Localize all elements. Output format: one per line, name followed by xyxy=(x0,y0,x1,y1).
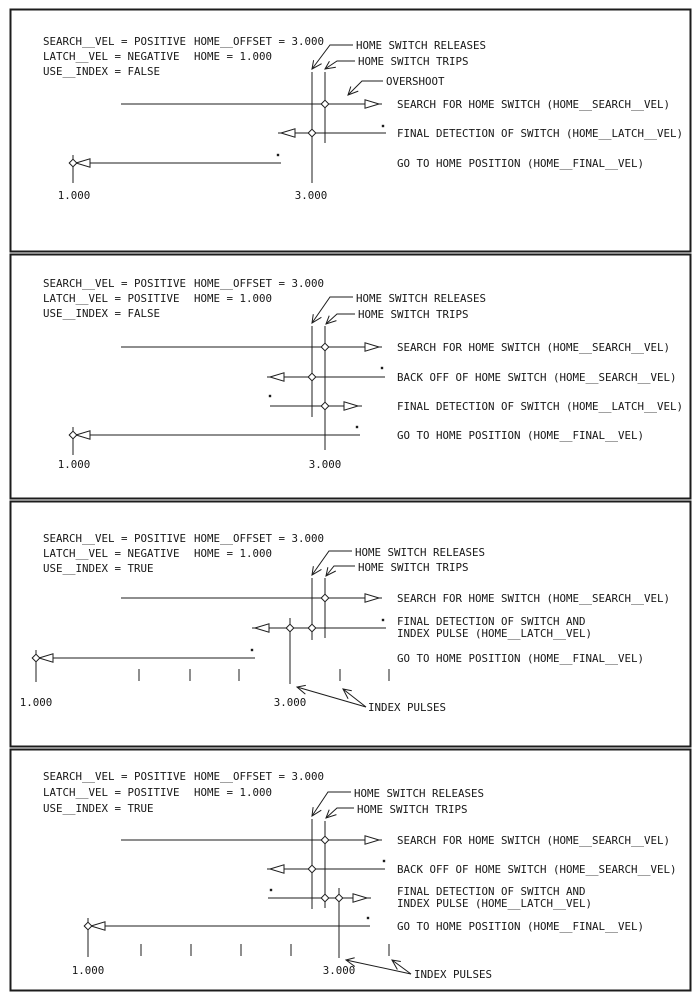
leader-trips xyxy=(326,808,354,818)
release-point-diamond xyxy=(308,129,316,137)
axis-label-home-offset: 3.000 xyxy=(308,458,342,471)
direction-arrow-left xyxy=(91,922,105,930)
step-label-search: SEARCH FOR HOME SWITCH (HOME__SEARCH__VEL) xyxy=(397,341,671,354)
direction-arrow-right xyxy=(365,594,379,602)
callout-home-switch-trips: HOME SWITCH TRIPS xyxy=(357,803,468,816)
direction-arrow-left xyxy=(255,624,269,632)
step-label-search: SEARCH FOR HOME SWITCH (HOME__SEARCH__VEL) xyxy=(397,592,671,605)
start-dot xyxy=(269,395,271,397)
axis-label-home-position: 1.000 xyxy=(57,189,91,202)
panel-1 xyxy=(11,10,691,252)
param-search-vel: SEARCH__VEL = POSITIVE xyxy=(43,532,187,545)
index-point-diamond xyxy=(335,894,343,902)
start-dot xyxy=(382,619,384,621)
param-home-offset: HOME__OFFSET = 3.000 xyxy=(194,277,325,290)
callout-home-switch-releases: HOME SWITCH RELEASES xyxy=(355,546,486,559)
start-dot xyxy=(367,917,369,919)
callout-home-switch-trips: HOME SWITCH TRIPS xyxy=(358,55,469,68)
leader-trips xyxy=(326,566,355,576)
home-point-diamond xyxy=(69,159,77,167)
start-dot xyxy=(383,860,385,862)
callout-home-switch-releases: HOME SWITCH RELEASES xyxy=(354,787,485,800)
param-home: HOME = 1.000 xyxy=(194,786,273,799)
param-latch-vel: LATCH__VEL = NEGATIVE xyxy=(43,50,180,63)
leader-overshoot xyxy=(348,81,383,95)
index-pulses-label: INDEX PULSES xyxy=(414,968,493,981)
param-use-index: USE__INDEX = FALSE xyxy=(43,307,161,320)
panel-3 xyxy=(11,502,691,747)
step-label-final-detection: FINAL DETECTION OF SWITCH AND xyxy=(397,615,586,628)
param-home-offset: HOME__OFFSET = 3.000 xyxy=(194,770,325,783)
start-dot xyxy=(277,154,279,156)
trip-point-diamond xyxy=(321,894,329,902)
param-home: HOME = 1.000 xyxy=(194,547,273,560)
step-label-final-detection-line2: INDEX PULSE (HOME__LATCH__VEL) xyxy=(397,627,593,640)
param-home: HOME = 1.000 xyxy=(194,292,273,305)
axis-label-home-offset: 3.000 xyxy=(294,189,328,202)
index-pulses-label: INDEX PULSES xyxy=(368,701,447,714)
step-label-go-home: GO TO HOME POSITION (HOME__FINAL__VEL) xyxy=(397,157,645,170)
direction-arrow-right xyxy=(353,894,367,902)
index-pulse-ticks xyxy=(139,669,389,681)
param-latch-vel: LATCH__VEL = NEGATIVE xyxy=(43,547,180,560)
leader-trips xyxy=(326,314,355,324)
param-use-index: USE__INDEX = TRUE xyxy=(43,562,154,575)
direction-arrow-right xyxy=(344,402,358,410)
release-point-diamond xyxy=(308,865,316,873)
home-point-diamond xyxy=(32,654,40,662)
step-label-go-home: GO TO HOME POSITION (HOME__FINAL__VEL) xyxy=(397,920,645,933)
leader-releases xyxy=(312,297,353,323)
axis-label-home-offset: 3.000 xyxy=(273,696,307,709)
param-use-index: USE__INDEX = FALSE xyxy=(43,65,161,78)
step-label-search: SEARCH FOR HOME SWITCH (HOME__SEARCH__VEL) xyxy=(397,834,671,847)
step-label-go-home: GO TO HOME POSITION (HOME__FINAL__VEL) xyxy=(397,429,645,442)
callout-home-switch-releases: HOME SWITCH RELEASES xyxy=(356,292,487,305)
step-label-final-detection: FINAL DETECTION OF SWITCH (HOME__LATCH__VEL) xyxy=(397,400,684,413)
leader-releases xyxy=(312,551,352,575)
home-point-diamond xyxy=(69,431,77,439)
direction-arrow-left xyxy=(281,129,295,137)
home-point-diamond xyxy=(84,922,92,930)
axis-label-home-position: 1.000 xyxy=(57,458,91,471)
index-pulses-arrow xyxy=(343,689,366,707)
trip-point-diamond xyxy=(321,836,329,844)
param-home: HOME = 1.000 xyxy=(194,50,273,63)
param-use-index: USE__INDEX = TRUE xyxy=(43,802,154,815)
param-home-offset: HOME__OFFSET = 3.000 xyxy=(194,35,325,48)
param-search-vel: SEARCH__VEL = POSITIVE xyxy=(43,35,187,48)
callout-home-switch-releases: HOME SWITCH RELEASES xyxy=(356,39,487,52)
param-latch-vel: LATCH__VEL = POSITIVE xyxy=(43,786,180,799)
leader-releases xyxy=(312,45,353,69)
panel-4 xyxy=(11,750,691,991)
leader-trips xyxy=(325,61,355,69)
step-label-final-detection: FINAL DETECTION OF SWITCH (HOME__LATCH__VEL) xyxy=(397,127,684,140)
direction-arrow-left xyxy=(76,159,90,167)
param-search-vel: SEARCH__VEL = POSITIVE xyxy=(43,770,187,783)
start-dot xyxy=(381,367,383,369)
callout-overshoot: OVERSHOOT xyxy=(386,75,445,88)
start-dot xyxy=(382,125,384,127)
direction-arrow-left xyxy=(270,373,284,381)
step-label-final-detection: FINAL DETECTION OF SWITCH AND xyxy=(397,885,586,898)
trip-point-diamond xyxy=(321,594,329,602)
param-home-offset: HOME__OFFSET = 3.000 xyxy=(194,532,325,545)
callout-home-switch-trips: HOME SWITCH TRIPS xyxy=(358,561,469,574)
trip-point-diamond xyxy=(321,100,329,108)
direction-arrow-left xyxy=(76,431,90,439)
step-label-search: SEARCH FOR HOME SWITCH (HOME__SEARCH__VEL) xyxy=(397,98,671,111)
start-dot xyxy=(251,649,253,651)
direction-arrow-left xyxy=(270,865,284,873)
index-pulses-arrow xyxy=(297,687,366,707)
trip-point-diamond xyxy=(321,402,329,410)
step-label-final-detection-line2: INDEX PULSE (HOME__LATCH__VEL) xyxy=(397,897,593,910)
step-label-back-off: BACK OFF OF HOME SWITCH (HOME__SEARCH__VEL) xyxy=(397,863,677,876)
param-search-vel: SEARCH__VEL = POSITIVE xyxy=(43,277,187,290)
direction-arrow-left xyxy=(39,654,53,662)
index-point-diamond xyxy=(286,624,294,632)
axis-label-home-offset: 3.000 xyxy=(322,964,356,977)
start-dot xyxy=(270,889,272,891)
panel-2 xyxy=(11,255,691,499)
release-point-diamond xyxy=(308,624,316,632)
trip-point-diamond xyxy=(321,343,329,351)
direction-arrow-right xyxy=(365,343,379,351)
index-pulse-ticks xyxy=(141,944,389,956)
step-label-back-off: BACK OFF OF HOME SWITCH (HOME__SEARCH__VEL) xyxy=(397,371,677,384)
direction-arrow-right xyxy=(365,836,379,844)
axis-label-home-position: 1.000 xyxy=(19,696,53,709)
direction-arrow-right xyxy=(365,100,379,108)
param-latch-vel: LATCH__VEL = POSITIVE xyxy=(43,292,180,305)
release-point-diamond xyxy=(308,373,316,381)
callout-home-switch-trips: HOME SWITCH TRIPS xyxy=(358,308,469,321)
start-dot xyxy=(356,426,358,428)
axis-label-home-position: 1.000 xyxy=(71,964,105,977)
step-label-go-home: GO TO HOME POSITION (HOME__FINAL__VEL) xyxy=(397,652,645,665)
